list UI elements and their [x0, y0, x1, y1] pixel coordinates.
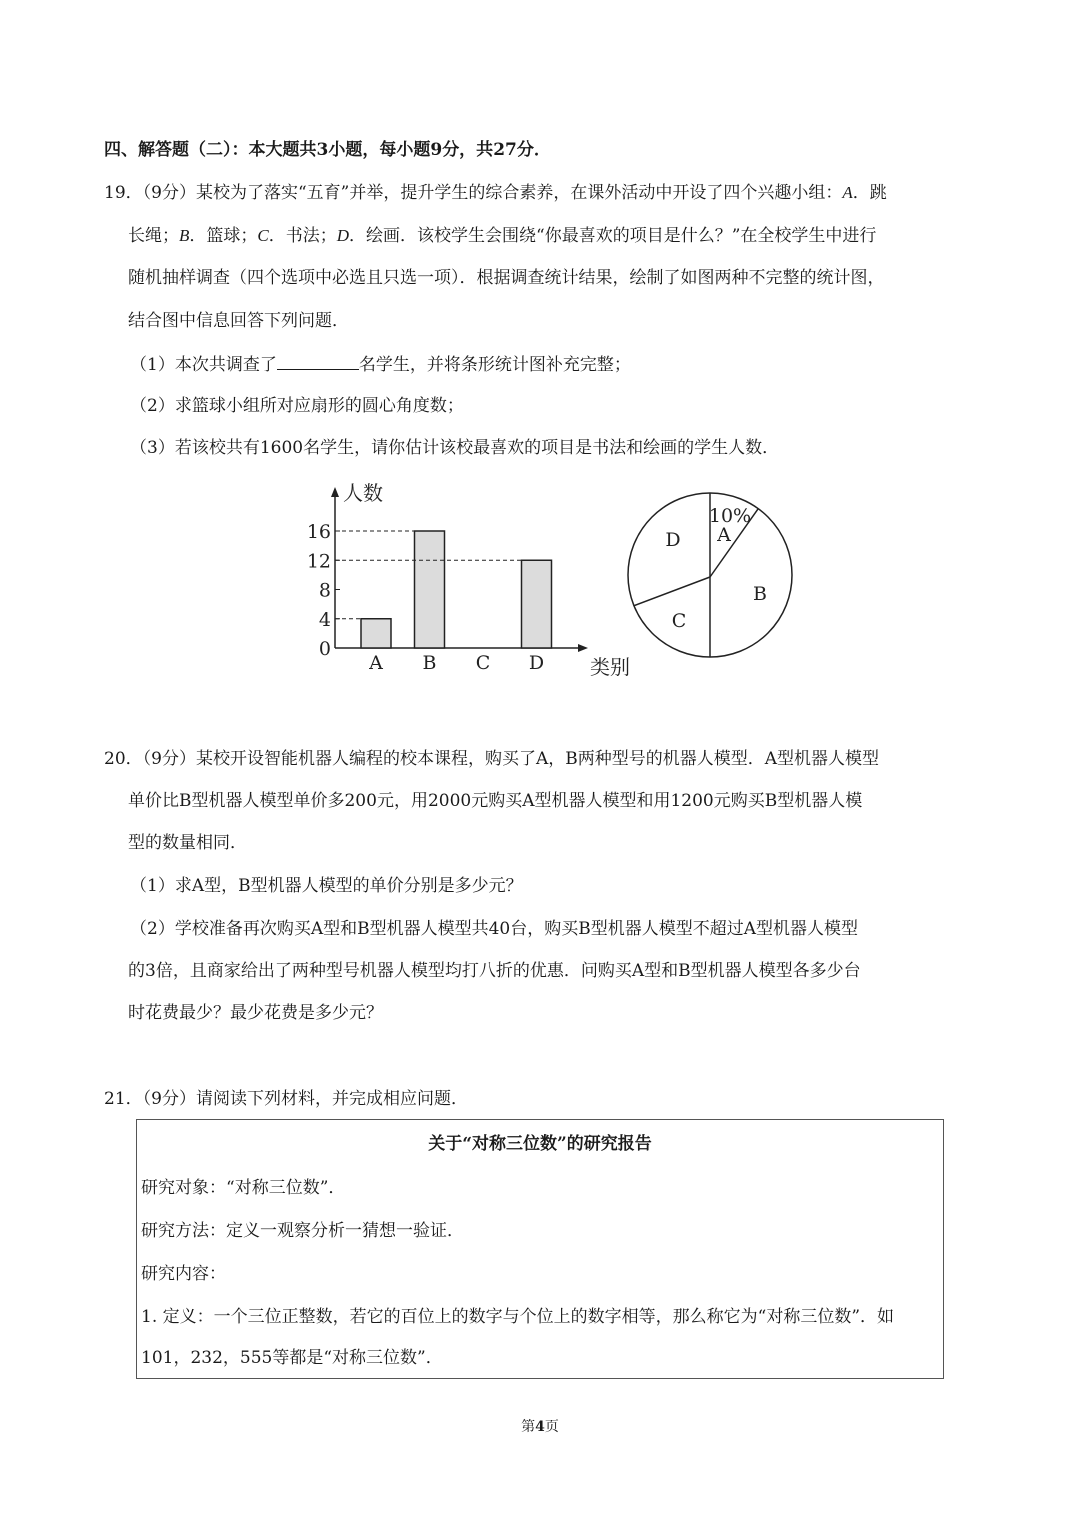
- x-tick-label: D: [528, 652, 545, 674]
- y-tick-label: 8: [318, 579, 331, 602]
- answer-blank[interactable]: [277, 351, 359, 370]
- q19-line-1: 19．（9分）某校为了落实“五育”并举，提升学生的综合素养，在课外活动中开设了四个兴趣小组：A．跳: [104, 183, 887, 203]
- x-axis-arrow: [578, 644, 588, 652]
- report-object: 研究对象：“对称三位数”．: [141, 1178, 346, 1198]
- bar: [522, 560, 552, 648]
- bar-chart: [307, 481, 630, 679]
- pie-slice-label: A: [717, 524, 731, 546]
- page-number: 4: [535, 1419, 545, 1435]
- y-tick-label: 4: [318, 608, 331, 631]
- page-footer: 第4页: [521, 1419, 559, 1435]
- q19-line-3: 随机抽样调查（四个选项中必选且只选一项）．根据调查统计结果，绘制了如图两种不完整的统计图，: [128, 268, 885, 288]
- x-tick-label: B: [422, 652, 437, 674]
- q20-line-3: 型的数量相同．: [128, 833, 247, 853]
- q21-line-1: 21．（9分）请阅读下列材料，并完成相应问题．: [104, 1089, 468, 1109]
- q19-line-2: 长绳；B．篮球；C．书法；D．绘画．该校学生会围绕“你最喜欢的项目是什么？”在全校学生中进行: [128, 226, 877, 246]
- section-header: 四、解答题（二）：本大题共3小题，每小题9分，共27分．: [104, 140, 551, 160]
- q20-part-1: （1）求A型，B型机器人模型的单价分别是多少元？: [130, 876, 523, 896]
- pie-percent-label: 10%: [708, 505, 752, 527]
- pie-slice-label: D: [665, 529, 681, 551]
- y-tick-label: 16: [306, 521, 331, 543]
- q19-part-3: （3）若该校共有1600名学生，请你估计该校最喜欢的项目是书法和绘画的学生人数．: [130, 438, 780, 458]
- report-title: 关于“对称三位数”的研究报告: [428, 1134, 652, 1154]
- report-content: 研究内容：: [141, 1264, 226, 1284]
- q20-number: 20．: [104, 749, 143, 769]
- research-report-box: [136, 1119, 944, 1379]
- x-tick-label: C: [475, 652, 491, 674]
- q20-part-2-line-2: 的3倍，且商家给出了两种型号机器人模型均打八折的优惠．问购买A型和B型机器人模型各多少台: [128, 961, 861, 981]
- q21-number: 21．: [104, 1089, 143, 1109]
- pie-slice-label: B: [753, 583, 767, 605]
- bar: [415, 531, 445, 648]
- q19-line-4: 结合图中信息回答下列问题．: [128, 311, 349, 331]
- report-definition-line-2: 101，232，555等都是“对称三位数”．: [141, 1348, 443, 1368]
- report-method: 研究方法：定义一观察分析一猜想一验证．: [141, 1221, 464, 1241]
- pie-chart: [628, 493, 792, 657]
- report-definition-line-1: 1. 定义：一个三位正整数，若它的百位上的数字与个位上的数字相等，那么称它为“对称三位数”．如: [141, 1307, 895, 1327]
- q19-part-1: （1）本次共调查了 名学生，并将条形统计图补充完整；: [130, 351, 631, 377]
- q19-part-2: （2）求篮球小组所对应扇形的圆心角度数；: [130, 396, 464, 416]
- q20-line-1: 20．（9分）某校开设智能机器人编程的校本课程，购买了A，B两种型号的机器人模型．A型机器人模型: [104, 749, 880, 769]
- y-tick-label: 12: [306, 550, 331, 573]
- x-axis-label: 类别: [590, 655, 630, 679]
- y-axis-arrow: [331, 487, 339, 497]
- x-tick-label: A: [369, 652, 383, 674]
- q19-figure: [290, 475, 810, 690]
- q19-number: 19．: [104, 183, 143, 203]
- y-axis-label: 人数: [343, 481, 383, 505]
- q20-part-2-line-1: （2）学校准备再次购买A型和B型机器人模型共40台，购买B型机器人模型不超过A型机器人模型: [130, 919, 858, 939]
- pie-slice-label: C: [671, 610, 687, 632]
- y-tick-label: 0: [318, 638, 331, 660]
- bar: [361, 619, 391, 648]
- q20-line-2: 单价比B型机器人模型单价多200元，用2000元购买A型机器人模型和用1200元购买B型机器人模: [128, 791, 863, 811]
- q20-part-2-line-3: 时花费最少？最少花费是多少元？: [128, 1003, 383, 1023]
